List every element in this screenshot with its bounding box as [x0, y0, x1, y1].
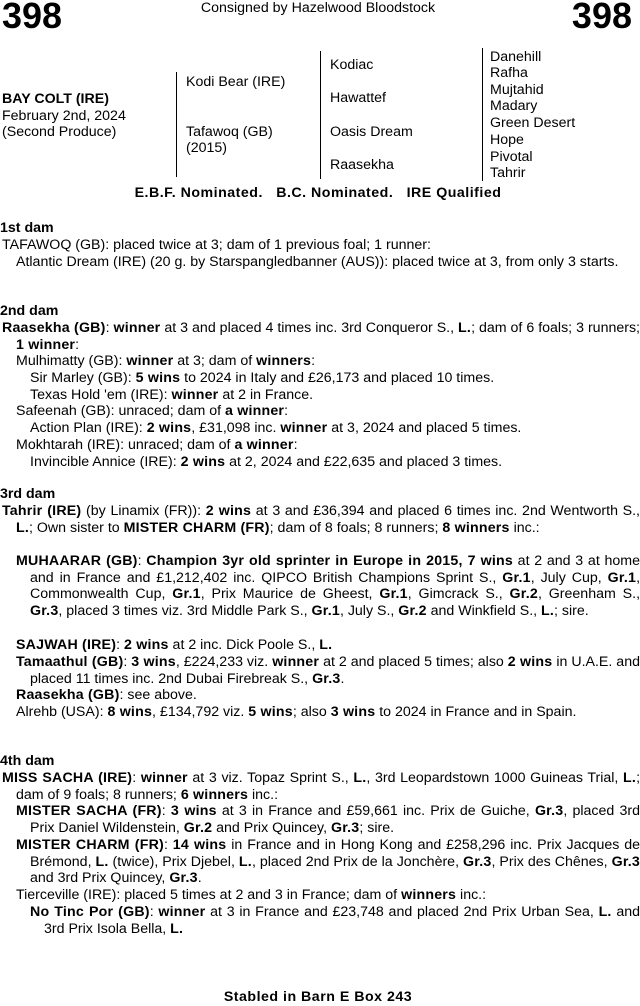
- stabling-info: Stabled in Barn E Box 243: [223, 989, 413, 1005]
- dam2-intro: Raasekha (GB): winner at 3 and placed 4 times inc. 3rd Conqueror S., L.; dam of 6 foals; 3 runners; 1 winner:: [2, 320, 640, 353]
- dam: Tafawoq (GB): [186, 124, 273, 140]
- pedigree-line-1: [176, 72, 177, 177]
- g4-ancestor: Danehill: [490, 49, 542, 65]
- pedigree-line-2: [320, 51, 321, 179]
- dam-year: (2015): [186, 140, 228, 156]
- dam3-produce-sajwah: SAJWAH (IRE): 2 wins at 2 inc. Dick Poole S., L.: [16, 637, 333, 653]
- lot-number-left: 398: [2, 0, 63, 36]
- dam-sire: Oasis Dream: [330, 124, 413, 140]
- section-2nd-dam: 2nd dam: [0, 303, 59, 319]
- foaling-date: February 2nd, 2024: [2, 108, 126, 124]
- dam4-daughter-tierceville: Tierceville (IRE): placed 5 times at 2 and 3 in France; dam of winners inc.:: [16, 887, 487, 903]
- dam4-produce-mister-charm: MISTER CHARM (FR): 14 wins in France and in Hong Kong and £258,296 inc. Prix Jacques de Brémond, L. (twice), Prix Djebel, L., placed 2nd Prix de la Jonchère, Gr.3, Prix des Chênes, Gr.3 and 3rd Prix Quincey, Gr.3.: [16, 837, 640, 887]
- dam2-grandchild-1: Sir Marley (GB): 5 wins to 2024 in Italy and £26,173 and placed 10 times.: [30, 370, 495, 386]
- g4-ancestor: Mujtahid: [490, 82, 544, 98]
- dam1-produce-1: Atlantic Dream (IRE) (20 g. by Starspangledbanner (AUS)): placed twice at 3, from only 3 starts.: [16, 254, 619, 270]
- g4-ancestor: Rafha: [490, 65, 528, 81]
- dam4-grandchild-no-tinc-por: No Tinc Por (GB): winner at 3 in France and £23,748 and placed 2nd Prix Urban Sea, L. and 3rd Prix Isola Bella, L.: [30, 904, 640, 937]
- dam3-produce-tamaathul: Tamaathul (GB): 3 wins, £224,233 viz. winner at 2 and placed 5 times; also 2 wins in U.A.E. and placed 11 times inc. 2nd Dubai Firebreak S., Gr.3.: [16, 654, 640, 687]
- dam3-intro: Tahrir (IRE) (by Linamix (FR)): 2 wins at 3 and £36,394 and placed 6 times inc. 2nd Wentworth S., L.; Own sister to MISTER CHARM (FR); dam of 8 foals; 8 runners; 8 winners inc.:: [2, 503, 640, 536]
- dam4-produce-mister-sacha: MISTER SACHA (FR): 3 wins at 3 in France and £59,661 inc. Prix de Guiche, Gr.3, placed 3rd Prix Daniel Wildenstein, Gr.2 and Prix Quincey, Gr.3; sire.: [16, 803, 640, 836]
- dam2-daughter-1: Mulhimatty (GB): winner at 3; dam of winners:: [16, 353, 316, 369]
- g4-ancestor: Madary: [490, 98, 538, 114]
- g4-ancestor: Green Desert: [490, 115, 576, 131]
- sire-dam: Hawattef: [330, 90, 386, 106]
- dam2-grandchild-4: Invincible Annice (IRE): 2 wins at 2, 2024 and £22,635 and placed 3 times.: [30, 454, 503, 470]
- dam3-produce-alrehb: Alrehb (USA): 8 wins, £134,792 viz. 5 wins; also 3 wins to 2024 in France and in Spain.: [16, 704, 577, 720]
- dam2-daughter-2: Safeenah (GB): unraced; dam of a winner:: [16, 403, 289, 419]
- section-4th-dam: 4th dam: [0, 753, 55, 769]
- pedigree-line-3: [482, 48, 483, 181]
- dam2-grandchild-2: Texas Hold 'em (IRE): winner at 2 in France.: [30, 387, 314, 403]
- sire-sire: Kodiac: [330, 57, 374, 73]
- dam3-produce-muhaarar: MUHAARAR (GB): Champion 3yr old sprinter in Europe in 2015, 7 wins at 2 and 3 at home and in France and £1,212,402 inc. QIPCO British Champions Sprint S., Gr.1, July Cup, Gr.1, Commonwealth Cup, Gr.1, Prix Maurice de Gheest, Gr.1, Gimcrack S., Gr.2, Greenham S., Gr.3, placed 3 times viz. 3rd Middle Park S., Gr.1, July S., Gr.2 and Winkfield S., L.; sire.: [16, 553, 640, 619]
- nominations: E.B.F. Nominated. B.C. Nominated. IRE Qualified: [134, 185, 502, 201]
- g4-ancestor: Pivotal: [490, 149, 533, 165]
- dam3-produce-raasekha: Raasekha (GB): see above.: [16, 687, 197, 703]
- g4-ancestor: Tahrir: [490, 165, 526, 181]
- section-1st-dam: 1st dam: [0, 220, 54, 236]
- g4-ancestor: Hope: [490, 132, 524, 148]
- dam1-intro: TAFAWOQ (GB): placed twice at 3; dam of 1 previous foal; 1 runner:: [2, 237, 431, 253]
- lot-number-right: 398: [571, 0, 632, 36]
- horse-name: BAY COLT (IRE): [2, 91, 109, 107]
- section-3rd-dam: 3rd dam: [0, 486, 56, 502]
- dam-dam: Raasekha: [330, 157, 394, 173]
- consignor: Consigned by Hazelwood Bloodstock: [200, 0, 436, 16]
- sire: Kodi Bear (IRE): [186, 74, 286, 90]
- dam2-grandchild-3: Action Plan (IRE): 2 wins, £31,098 inc. winner at 3, 2024 and placed 5 times.: [30, 420, 522, 436]
- dam2-daughter-3: Mokhtarah (IRE): unraced; dam of a winner:: [16, 437, 298, 453]
- produce-note: (Second Produce): [2, 124, 117, 140]
- dam4-intro: MISS SACHA (IRE): winner at 3 viz. Topaz Sprint S., L., 3rd Leopardstown 1000 Guineas Trial, L.; dam of 9 foals; 8 runners; 6 winners inc.:: [2, 770, 640, 803]
